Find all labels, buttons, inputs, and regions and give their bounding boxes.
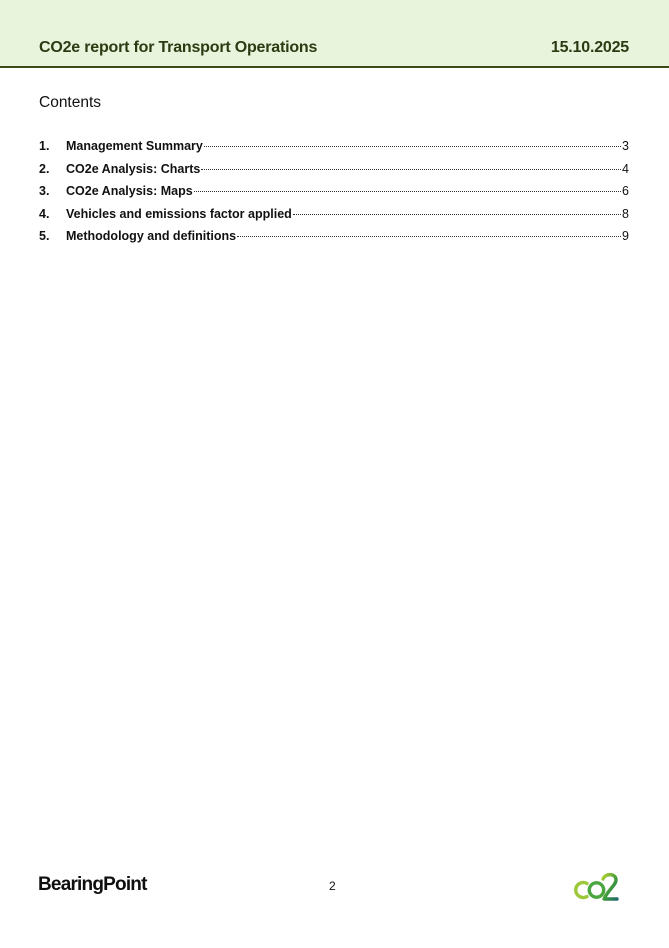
toc-entry-page: 6: [622, 184, 629, 198]
toc-entry-number: 5.: [39, 229, 50, 243]
toc-entry-page: 4: [622, 161, 629, 176]
contents-heading: Contents: [39, 94, 102, 111]
toc-entry-title: Management Summary: [66, 139, 203, 153]
toc-entry-management-summary[interactable]: [39, 139, 629, 162]
toc-entry-title: CO2e Analysis: Charts: [66, 161, 201, 176]
table-of-contents: [39, 139, 629, 252]
toc-entry-methodology[interactable]: [39, 229, 629, 252]
report-title: CO2e report for Transport Operations: [39, 39, 318, 56]
co2-logo-icon: [574, 871, 620, 903]
report-date: 15.10.2025: [550, 39, 629, 56]
toc-dot-leader: [293, 214, 621, 215]
toc-entry-page: 8: [622, 206, 629, 221]
toc-entry-maps[interactable]: [39, 184, 629, 207]
toc-entry-number: 4.: [39, 206, 50, 221]
toc-entry-page: 3: [622, 139, 629, 153]
toc-entry-title: Vehicles and emissions factor applied: [66, 206, 292, 221]
page-header: [0, 0, 669, 68]
toc-dot-leader: [201, 169, 621, 170]
toc-entry-page: 9: [622, 229, 629, 243]
toc-entry-number: 1.: [39, 139, 50, 153]
bearingpoint-logo: BearingPoint: [38, 874, 147, 895]
toc-entry-number: 3.: [39, 184, 50, 198]
toc-entry-title: CO2e Analysis: Maps: [66, 184, 193, 198]
toc-entry-number: 2.: [39, 161, 50, 176]
toc-dot-leader: [194, 191, 621, 192]
toc-entry-title: Methodology and definitions: [66, 229, 237, 243]
toc-dot-leader: [237, 236, 621, 237]
page-number: 2: [329, 879, 336, 893]
toc-entry-charts[interactable]: [39, 162, 629, 185]
toc-entry-vehicles[interactable]: [39, 207, 629, 230]
toc-dot-leader: [204, 146, 621, 147]
